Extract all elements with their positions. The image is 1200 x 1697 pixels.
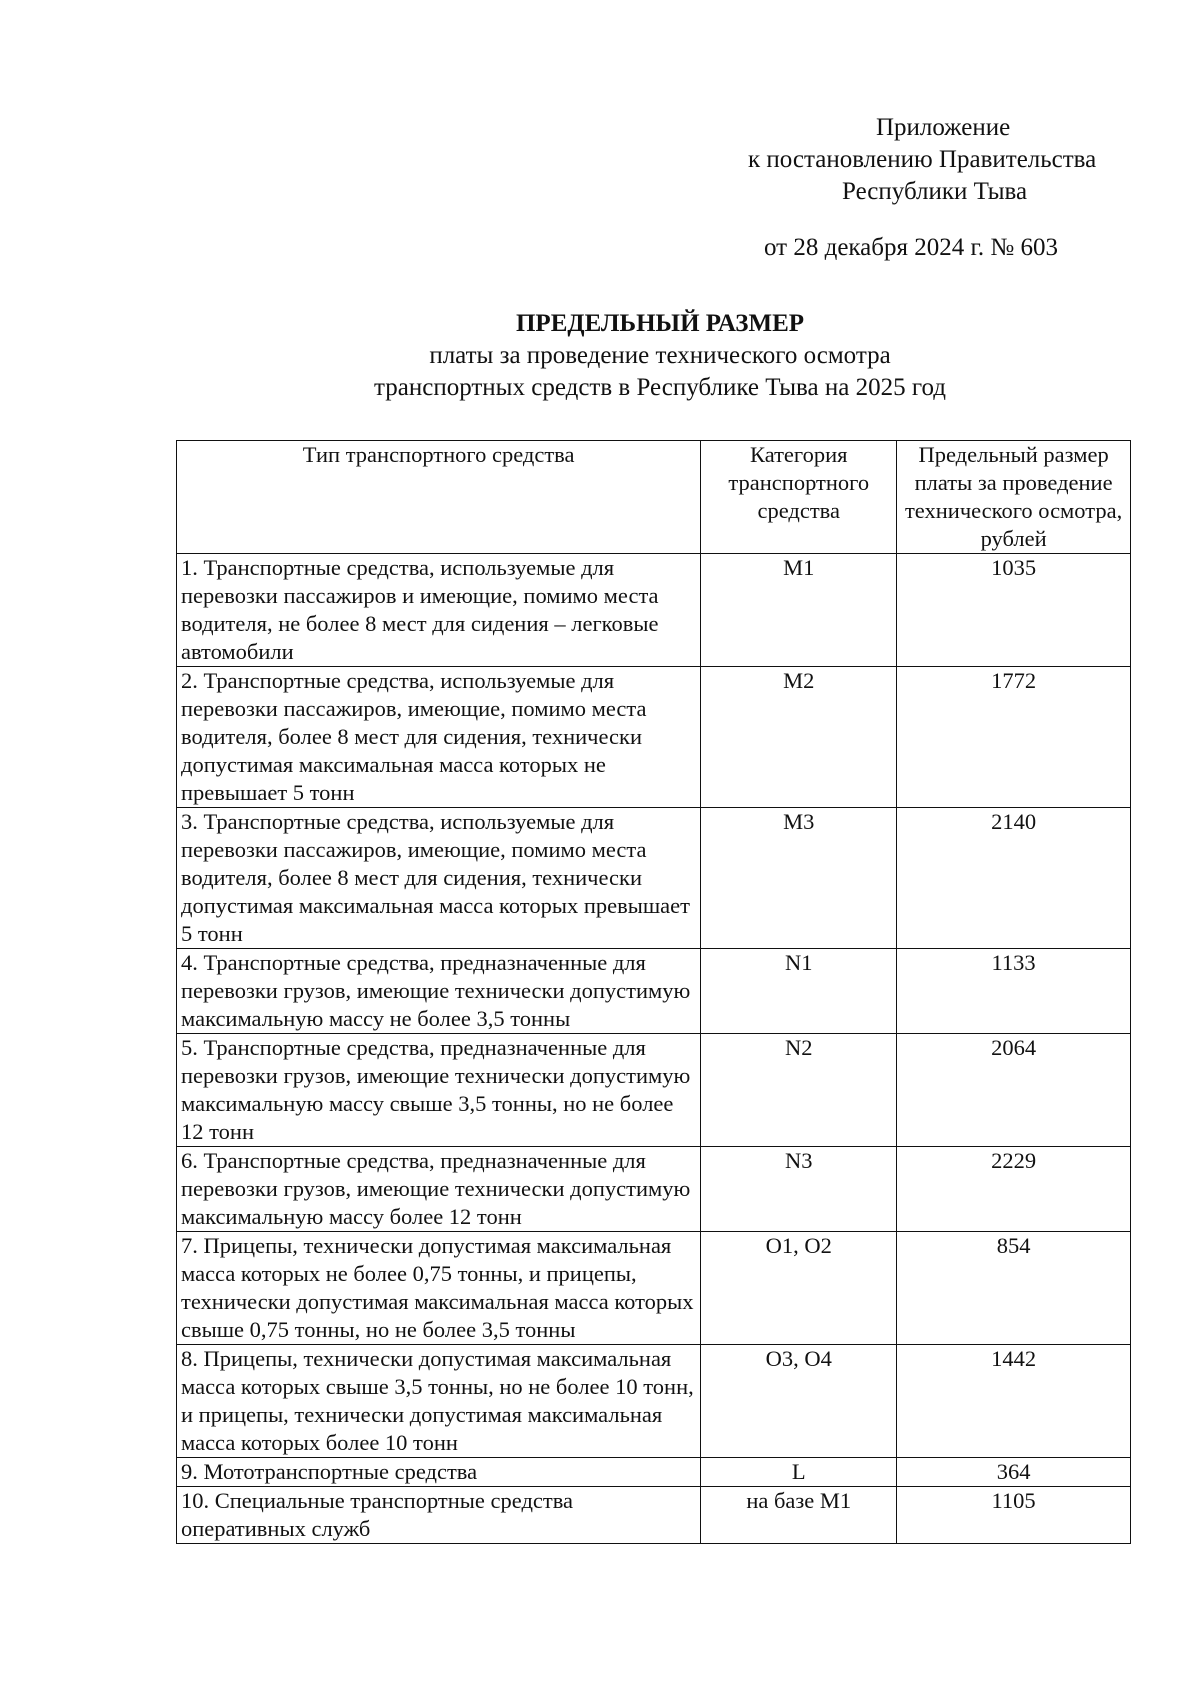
fee-table — [176, 440, 1131, 1544]
row-category: M2 — [701, 667, 897, 808]
table-row — [177, 667, 1131, 808]
row-category: N2 — [701, 1034, 897, 1147]
row-vehicle-type: 2. Транспортные средства, используемые для перевозки пассажиров, имеющие, помимо места водителя, более 8 мест для сидения, технически допустимая максимальная масса которых не превышает 5 тонн — [177, 667, 701, 808]
table-row — [177, 1345, 1131, 1458]
document-title — [170, 308, 1150, 404]
row-fee: 854 — [897, 1232, 1131, 1345]
table-header-row — [177, 441, 1131, 554]
row-fee: 1035 — [897, 554, 1131, 667]
row-fee: 1133 — [897, 949, 1131, 1034]
table-row — [177, 1147, 1131, 1232]
row-category: N1 — [701, 949, 897, 1034]
row-category: O3, O4 — [701, 1345, 897, 1458]
row-vehicle-type: 10. Специальные транспортные средства оперативных служб — [177, 1487, 701, 1544]
appendix-date: от 28 декабря 2024 г. № 603 — [764, 234, 1059, 261]
row-category: M3 — [701, 808, 897, 949]
table-row — [177, 554, 1131, 667]
title-subtitle-line2: транспортных средств в Республике Тыва на 2025 год — [374, 374, 946, 401]
row-fee: 1105 — [897, 1487, 1131, 1544]
row-category: O1, O2 — [701, 1232, 897, 1345]
row-fee: 364 — [897, 1458, 1131, 1487]
appendix-republic: Республики Тыва — [842, 178, 1028, 205]
row-vehicle-type: 7. Прицепы, технически допустимая максимальная масса которых не более 0,75 тонны, и прицепы, технически допустимая максимальная масса которых свыше 0,75 тонны, но не более 3,5 тонны — [177, 1232, 701, 1345]
row-vehicle-type: 4. Транспортные средства, предназначенные для перевозки грузов, имеющие технически допустимую максимальную массу не более 3,5 тонны — [177, 949, 701, 1034]
row-category: M1 — [701, 554, 897, 667]
row-category: N3 — [701, 1147, 897, 1232]
row-category: L — [701, 1458, 897, 1487]
row-fee: 1442 — [897, 1345, 1131, 1458]
table-row — [177, 808, 1131, 949]
row-fee: 2064 — [897, 1034, 1131, 1147]
row-vehicle-type: 9. Мототранспортные средства — [177, 1458, 701, 1487]
header-max-fee: Предельный размер платы за проведение технического осмотра, рублей — [897, 441, 1131, 554]
header-vehicle-category: Категория транспортного средства — [701, 441, 897, 554]
title-subtitle-line1: платы за проведение технического осмотра — [429, 342, 891, 369]
table-row — [177, 1034, 1131, 1147]
appendix-reference: к постановлению Правительства — [748, 146, 1097, 173]
table-row — [177, 949, 1131, 1034]
table-row — [177, 1487, 1131, 1544]
appendix-header — [748, 112, 1148, 264]
row-vehicle-type: 3. Транспортные средства, используемые для перевозки пассажиров, имеющие, помимо места водителя, более 8 мест для сидения, технически допустимая максимальная масса которых превышает 5 тонн — [177, 808, 701, 949]
row-fee: 1772 — [897, 667, 1131, 808]
appendix-label: Приложение — [876, 114, 1011, 141]
row-vehicle-type: 1. Транспортные средства, используемые для перевозки пассажиров и имеющие, помимо места водителя, не более 8 мест для сидения – легковые автомобили — [177, 554, 701, 667]
row-vehicle-type: 5. Транспортные средства, предназначенные для перевозки грузов, имеющие технически допустимую максимальную массу свыше 3,5 тонны, но не более 12 тонн — [177, 1034, 701, 1147]
row-vehicle-type: 6. Транспортные средства, предназначенные для перевозки грузов, имеющие технически допустимую максимальную массу более 12 тонн — [177, 1147, 701, 1232]
table-row — [177, 1232, 1131, 1345]
row-fee: 2140 — [897, 808, 1131, 949]
row-category: на базе M1 — [701, 1487, 897, 1544]
row-vehicle-type: 8. Прицепы, технически допустимая максимальная масса которых свыше 3,5 тонны, но не более 10 тонн, и прицепы, технически допустимая максимальная масса которых более 10 тонн — [177, 1345, 701, 1458]
row-fee: 2229 — [897, 1147, 1131, 1232]
table-row — [177, 1458, 1131, 1487]
header-vehicle-type: Тип транспортного средства — [177, 441, 701, 554]
title-heading: ПРЕДЕЛЬНЫЙ РАЗМЕР — [515, 310, 805, 337]
